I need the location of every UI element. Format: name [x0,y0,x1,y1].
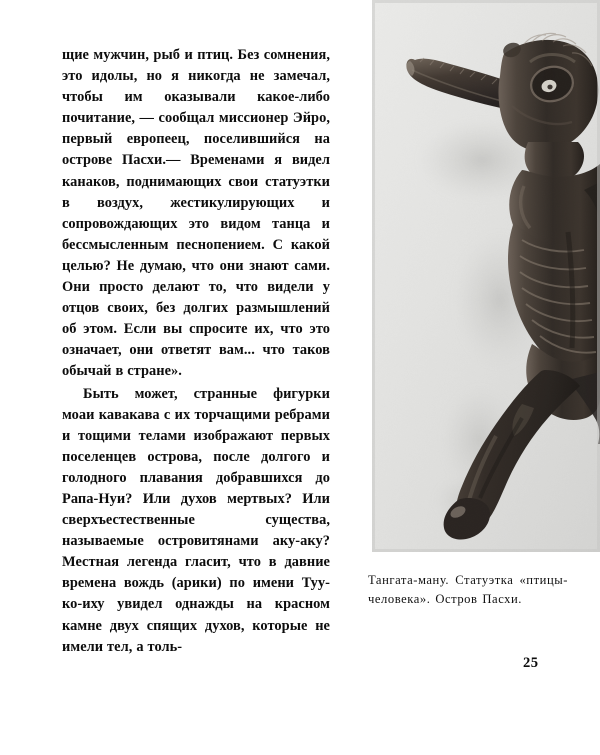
photo-texture-overlay [372,0,600,552]
body-paragraph-2: Быть может, странные фигурки моаи кавакава с их торчащими ребрами и тощими телами изображают первых поселенцев острова, после долгого и голодного плавания добравшихся до Рапа-Нуи? Или духов мертвых? Или сверхъестественные существа, называемые островитянами аку-аку? Местная легенда гласит, что в давние времена вождь (арики) по имени Туу-ко-иху увидел однажды на красном камне двух спящих духов, которые не имели тел, а толь- [62,385,330,655]
page-number: 25 [523,655,539,671]
figure-caption: Тангата-ману. Статуэтка «птицы-человека». Остров Пасхи. [368,573,568,606]
birdman-statuette-illustration [372,0,600,552]
text-column [62,45,330,658]
body-paragraph-1: щие мужчин, рыб и птиц. Без сомнения, это идолы, но я никогда не замечал, чтобы им оказывали какое-либо почитание, — сообщал миссионер Эйро, первый европеец, поселившийся на острове Пасхи.— Временами я видел канаков, поднимающих свои статуэтки в воздух, жестикулирующих и сопровождающих это видом танца и бессмысленным песнопением. С какой целью? Не думаю, что они знают сами. Они просто делают то, что видели у отцов своих, без долгих размышлений об этом. Если вы спросите их, что это означает, они ответят вам... что таков обычай в стране». [62,47,330,380]
birdman-statuette-photo [372,0,600,552]
